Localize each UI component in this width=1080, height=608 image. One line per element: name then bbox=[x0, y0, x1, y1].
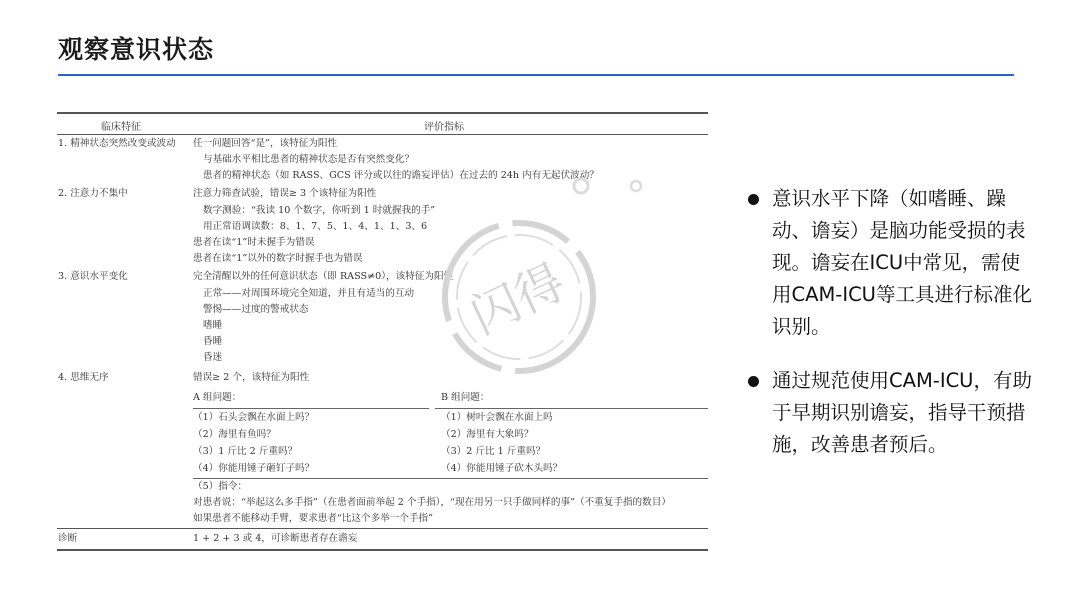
criteria-line: 患者的精神状态（如 RASS、GCS 评分或以往的谵妄评估）在过去的 24h 内有无起伏波动？ bbox=[203, 170, 599, 181]
bullet-dot bbox=[748, 194, 759, 205]
criteria-line: 昏睡 bbox=[203, 336, 223, 347]
table-top-rule bbox=[57, 112, 708, 114]
criteria-line: 与基础水平相比患者的精神状态是否有突然变化？ bbox=[203, 154, 415, 165]
criteria-line: 患者在读“1”时未握手为错误 bbox=[193, 237, 315, 248]
group-a-item: （1）石头会飘在水面上吗？ bbox=[193, 412, 315, 423]
feature-cell: 4. 思维无序 bbox=[58, 372, 109, 383]
page-title: 观察意识状态 bbox=[58, 35, 215, 64]
criteria-line: 注意力筛查试验，错误≥ 3 个该特征为阳性 bbox=[193, 188, 377, 199]
criteria-line: 正常——对周围环境完全知道，并且有适当的互动 bbox=[203, 288, 415, 299]
criteria-line: 1 + 2 + 3 或 4，可诊断患者存在谵妄 bbox=[193, 533, 358, 544]
groups-bottom-rule bbox=[193, 478, 708, 479]
group-b-item: （4）你能用锤子砍木头吗？ bbox=[441, 463, 563, 474]
watermark-seal bbox=[437, 215, 602, 380]
group-a-item: （3）1 斤比 2 斤重吗？ bbox=[193, 446, 298, 457]
group-b-title: B 组问题： bbox=[441, 392, 490, 403]
group-b-item: （3）2 斤比 1 斤重吗？ bbox=[441, 446, 546, 457]
table-row-rule bbox=[57, 528, 708, 529]
criteria-line: 患者在读“1”以外的数字时握手也为错误 bbox=[193, 253, 363, 264]
group-b-item: （2）海里有大象吗？ bbox=[441, 429, 534, 440]
table-bottom-rule bbox=[57, 549, 708, 551]
header-criteria: 评价指标 bbox=[424, 122, 464, 133]
watermark-dots bbox=[568, 172, 648, 200]
bullet-text: 意识水平下降（如嗜睡、躁动、谵妄）是脑功能受损的表现。谵妄在ICU中常见，需使用CAM-ICU等工具进行标准化识别。 bbox=[772, 187, 1032, 338]
criteria-line: 嗜睡 bbox=[203, 320, 223, 331]
criteria-line: 任一问题回答“是”，该特征为阳性 bbox=[193, 138, 338, 149]
group-b-item: （1）树叶会飘在水面上吗 bbox=[441, 412, 553, 423]
feature-cell: 1. 精神状态突然改变或波动 bbox=[58, 138, 176, 149]
bullet-item bbox=[748, 365, 1038, 461]
group-a-item: （4）你能用锤子砸钉子吗？ bbox=[193, 463, 315, 474]
group-a-item: （2）海里有鱼吗？ bbox=[193, 429, 276, 440]
bullet-text: 通过规范使用CAM-ICU，有助于早期识别谵妄，指导干预措施，改善患者预后。 bbox=[772, 369, 1032, 456]
criteria-line: 昏迷 bbox=[203, 352, 223, 363]
feature-cell: 3. 意识水平变化 bbox=[58, 271, 128, 282]
group-a-title: A 组问题： bbox=[193, 392, 242, 403]
bullet-item bbox=[748, 183, 1038, 343]
instruction-line: （5）指令： bbox=[193, 481, 248, 492]
criteria-line: 用正常语调读数：8、1、7、5、1、4、1、1、3、6 bbox=[203, 221, 428, 232]
feature-cell: 2. 注意力不集中 bbox=[58, 188, 128, 199]
bullet-dot bbox=[748, 376, 759, 387]
criteria-line: 数字测验：“我读 10 个数字，你听到 1 时就握我的手” bbox=[203, 205, 436, 216]
group-a-rule bbox=[193, 408, 429, 409]
criteria-line: 错误≥ 2 个，该特征为阳性 bbox=[193, 372, 310, 383]
watermark-text: 闪得 bbox=[462, 253, 574, 346]
feature-cell: 诊断 bbox=[58, 533, 78, 544]
criteria-line: 警惕——过度的警戒状态 bbox=[203, 304, 309, 315]
title-divider bbox=[58, 74, 1014, 76]
bullet-list bbox=[748, 183, 1038, 483]
group-b-rule bbox=[435, 408, 708, 409]
criteria-line: 完全清醒以外的任何意识状态（即 RASS≠0），该特征为阳性 bbox=[193, 271, 454, 282]
header-feature: 临床特征 bbox=[101, 122, 141, 133]
instruction-line: 对患者说：“举起这么多手指”（在患者面前举起 2 个手指），“现在用另一只手做同样的事”（不重复手指的数目） bbox=[193, 497, 671, 508]
table-header-rule bbox=[57, 134, 708, 135]
instruction-line: 如果患者不能移动手臂，要求患者“比这个多举一个手指” bbox=[193, 513, 434, 524]
